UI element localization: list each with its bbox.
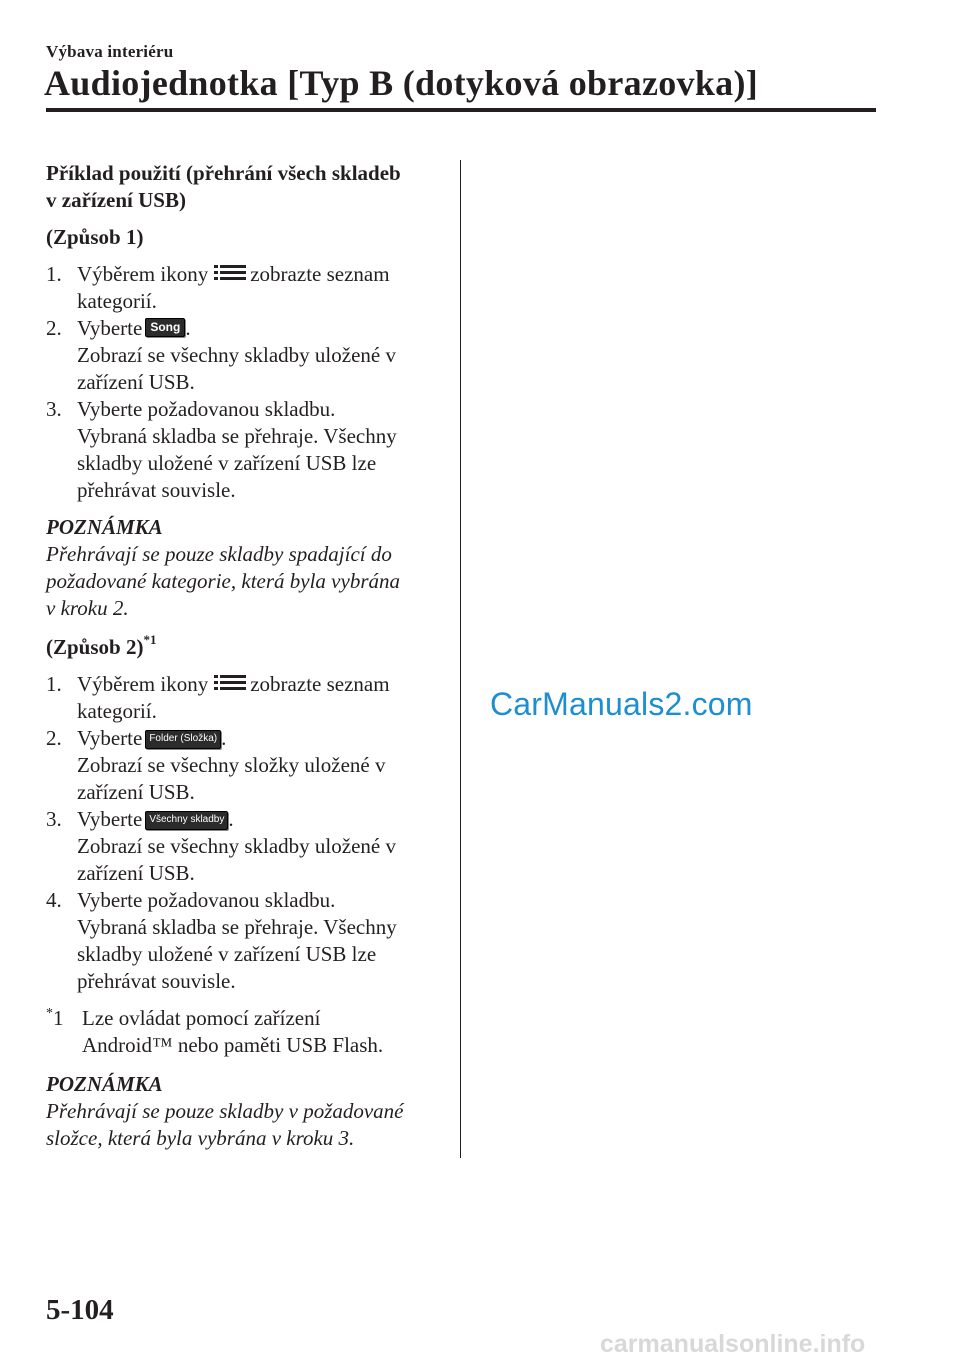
watermark: CarManuals2.com [490, 686, 753, 722]
song-button: Song [145, 318, 185, 337]
list-item: 2. Vyberte Folder (Složka) . Zobrazí se všechny složky uložené v zařízení USB. [46, 726, 386, 804]
folder-button: Folder (Složka) [145, 730, 221, 749]
method-1-steps [46, 261, 440, 504]
title-rule [46, 108, 876, 112]
list-item: 1. Výběrem ikony zobrazte seznam kategorií. [46, 262, 390, 313]
list-item: 3. Vyberte Všechny skladby . Zobrazí se všechny skladby uložené v zařízení USB. [46, 807, 396, 885]
page-title: Audiojednotka [Typ B (dotyková obrazovka)] [44, 63, 759, 103]
footnote: *1 Lze ovládat pomocí zařízení Android™ nebo paměti USB Flash. [46, 1006, 384, 1057]
method-2-title: (Způsob 2)$^{*1}$ [46, 632, 157, 659]
list-icon [214, 674, 248, 692]
list-icon [214, 264, 248, 282]
note-label: POZNÁMKA [46, 1072, 163, 1096]
list-item: 3. Vyberte požadovanou skladbu. Vybraná skladba se přehraje. Všechny skladby uložené v zařízení USB lze přehrávat souvisle. [46, 397, 397, 502]
method-1-title: (Způsob 1) [46, 225, 144, 249]
all-songs-button: Všechny skladby [145, 811, 228, 830]
method-2-steps [46, 671, 440, 995]
column-divider [460, 160, 461, 1158]
left-column [46, 160, 440, 1164]
example-heading: Příklad použití (přehrání všech skladeb v zařízení USB) [46, 161, 401, 212]
note-text: Přehrávají se pouze skladby spadající do požadované kategorie, která byla vybrána v kroku 2. [46, 542, 400, 620]
list-item: 4. Vyberte požadovanou skladbu. Vybraná skladba se přehraje. Všechny skladby uložené v zařízení USB lze přehrávat souvisle. [46, 888, 397, 993]
list-item: 2. Vyberte Song . Zobrazí se všechny skladby uložené v zařízení USB. [46, 316, 396, 394]
page-number: 5-104 [46, 1294, 114, 1326]
source-watermark: carmanualsonline.info [600, 1330, 866, 1358]
list-item: 1. Výběrem ikony zobrazte seznam kategorií. [46, 672, 390, 723]
note-label: POZNÁMKA [46, 515, 163, 539]
note-text: Přehrávají se pouze skladby v požadované složce, která byla vybrána v kroku 3. [46, 1099, 404, 1150]
section-label: Výbava interiéru [46, 42, 174, 61]
